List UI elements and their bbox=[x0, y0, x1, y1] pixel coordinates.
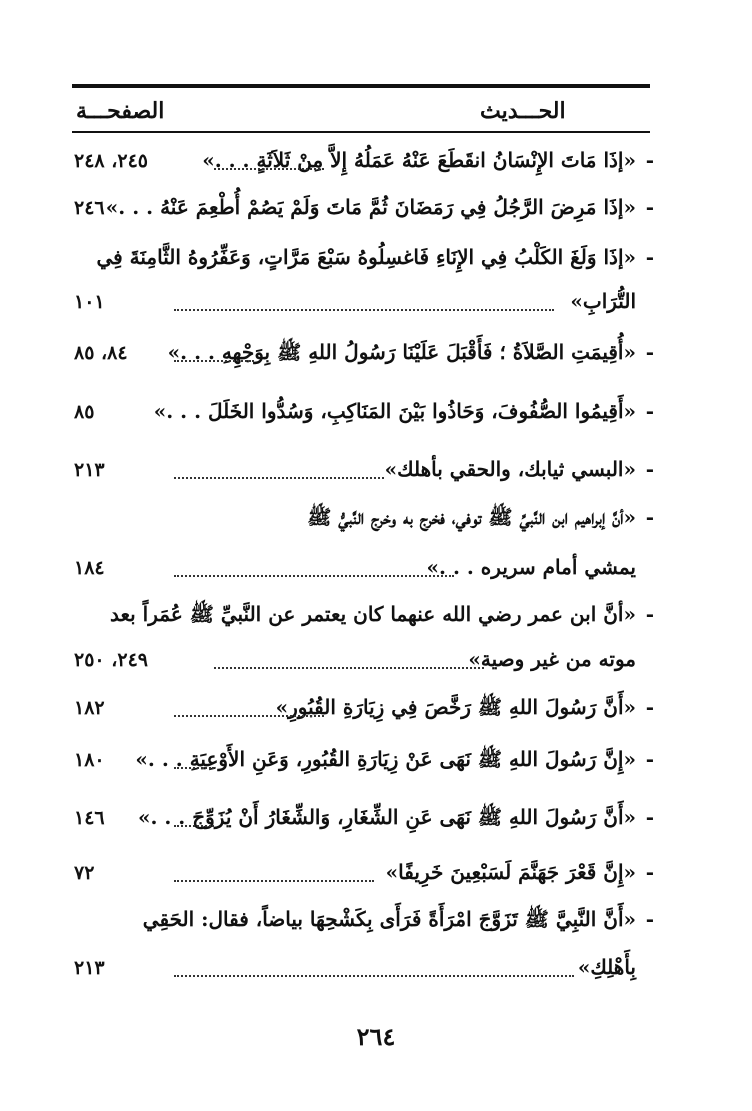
hadith-column-heading: الحـــديث bbox=[480, 98, 566, 124]
hadith-text: «أنَّ ابن عمر رضي الله عنهما كان يعتمر عن النَّبيِّ ﷺ عُمَراً بعد bbox=[110, 602, 636, 626]
leader-dots bbox=[174, 825, 214, 829]
page-ref: ٧٢ bbox=[74, 862, 95, 884]
hadith-text: «أَقِيمُوا الصُّفُوفَ، وَحَاذُوا بَيْنَ المَنَاكِبِ، وَسُدُّوا الخَلَلَ . . .» bbox=[153, 399, 636, 423]
index-entry bbox=[64, 146, 660, 180]
entry-dash: - bbox=[645, 907, 654, 931]
index-entry bbox=[64, 803, 660, 837]
leader-dots bbox=[174, 477, 384, 481]
hadith-text: «أَنَّ رَسُولَ اللهِ ﷺ رَخَّصَ فِي زِيَارَةِ القُبُورِ» bbox=[275, 695, 636, 719]
page-ref: ٢٤٥، ٢٤٨ bbox=[74, 150, 148, 172]
entry-dash: - bbox=[645, 195, 654, 219]
entry-dash: - bbox=[645, 602, 654, 626]
page-column-heading: الصفحـــة bbox=[76, 98, 165, 124]
page-ref: ٢٤٩، ٢٥٠ bbox=[74, 649, 148, 671]
hadith-text: «البسي ثيابك، والحقي بأهلك» bbox=[384, 457, 636, 481]
hadith-text: «إذَا وَلَغَ الكَلْبُ فِي الإِنَاءِ فَاغسِلُوهُ سَبْعَ مَرَّاتٍ، وَعَفِّرُوهُ الثَّامِنَةَ فِي bbox=[96, 245, 636, 269]
leader-dots bbox=[174, 715, 324, 719]
entry-dash: - bbox=[645, 505, 654, 529]
entry-dash: - bbox=[645, 148, 654, 172]
index-entry bbox=[64, 503, 660, 537]
page-number: ٢٦٤ bbox=[356, 1022, 396, 1051]
leader-dots bbox=[214, 168, 324, 172]
index-entry bbox=[64, 693, 660, 727]
header-rule bbox=[72, 131, 650, 133]
hadith-text: «أنَّ إبراهيم ابن النَّبيِّ ﷺ توفي، فخرج به وخرج النَّبيُّ ﷺ bbox=[307, 505, 636, 529]
leader-dots bbox=[174, 360, 254, 364]
entry-dash: - bbox=[645, 245, 654, 269]
entry-dash: - bbox=[645, 860, 654, 884]
leader-dots bbox=[174, 575, 454, 579]
index-entry-continuation bbox=[64, 553, 660, 587]
hadith-text: «أُقِيمَتِ الصَّلاَةُ ؛ فَأَقْبَلَ عَلَيْنَا رَسُولُ اللهِ ﷺ بِوَجْهِهِ . . .» bbox=[167, 340, 636, 364]
entry-dash: - bbox=[645, 340, 654, 364]
page-ref: ١٤٦ bbox=[74, 807, 105, 829]
page-ref: ١٨٠ bbox=[74, 749, 105, 771]
entry-dash: - bbox=[645, 457, 654, 481]
leader-dots bbox=[174, 309, 554, 313]
hadith-text: بِأَهْلِكِ» bbox=[577, 955, 636, 979]
index-entry bbox=[64, 858, 660, 892]
index-entry-continuation bbox=[64, 287, 660, 321]
hadith-text: «أَنَّ النَّبِيَّ ﷺ تَزَوَّجَ امْرَأَةً فَرَأَى بِكَشْحِهَا بياضاً، فقال: الحَقِي bbox=[142, 907, 636, 931]
hadith-text: يمشي أمام سريره . . .» bbox=[426, 555, 636, 579]
page-ref: ١٨٢ bbox=[74, 697, 105, 719]
page-ref: ٨٥ bbox=[74, 401, 95, 423]
index-entry bbox=[64, 455, 660, 489]
page-ref: ٢١٣ bbox=[74, 957, 105, 979]
hadith-text: التُّرَابِ» bbox=[570, 289, 636, 313]
hadith-text: «إِنَّ قَعْرَ جَهَنَّمَ لَسَبْعِينَ خَرِيفًا» bbox=[385, 860, 636, 884]
index-entry bbox=[64, 338, 660, 372]
leader-dots bbox=[174, 767, 214, 771]
entry-dash: - bbox=[645, 399, 654, 423]
hadith-text: موته من غير وصية» bbox=[468, 647, 636, 671]
index-entry bbox=[64, 243, 660, 277]
entry-dash: - bbox=[645, 747, 654, 771]
page-ref: ٢٤٦ bbox=[74, 197, 105, 219]
hadith-text: «إِنَّ رَسُولَ اللهِ ﷺ نَهَى عَنْ زِيَارَةِ القُبُورِ، وَعَنِ الأَوْعِيَةِ . . .» bbox=[135, 747, 636, 771]
leader-dots bbox=[174, 975, 574, 979]
index-entry bbox=[64, 745, 660, 779]
top-rule bbox=[72, 84, 650, 88]
leader-dots bbox=[214, 667, 484, 671]
hadith-text: «إذَا مَرِضَ الرَّجُلُ فِي رَمَضَانَ ثُمَّ مَاتَ وَلَمْ يَصُمْ أُطْعِمَ عَنْهُ . . .» bbox=[105, 195, 636, 219]
page-ref: ٢١٣ bbox=[74, 459, 105, 481]
hadith-text: «أَنَّ رَسُولَ اللهِ ﷺ نَهَى عَنِ الشِّغَارِ، وَالشِّغَارُ أَنْ يُزَوِّجَ . . .» bbox=[137, 805, 636, 829]
hadith-text: «إذَا مَاتَ الإِنْسَانُ انقَطَعَ عَنْهُ عَمَلُهُ إِلاَّ مِنْ ثَلاَثَةٍ . . .» bbox=[202, 148, 636, 172]
entry-dash: - bbox=[645, 695, 654, 719]
index-entry bbox=[64, 600, 660, 634]
index-entry-continuation bbox=[64, 953, 660, 987]
index-entry bbox=[64, 905, 660, 939]
page-ref: ٨٤، ٨٥ bbox=[74, 342, 128, 364]
index-entry bbox=[64, 397, 660, 431]
index-entry bbox=[64, 193, 660, 227]
index-entry-continuation bbox=[64, 645, 660, 679]
entry-dash: - bbox=[645, 805, 654, 829]
page-ref: ١٠١ bbox=[74, 291, 105, 313]
page-ref: ١٨٤ bbox=[74, 557, 105, 579]
leader-dots bbox=[174, 880, 374, 884]
